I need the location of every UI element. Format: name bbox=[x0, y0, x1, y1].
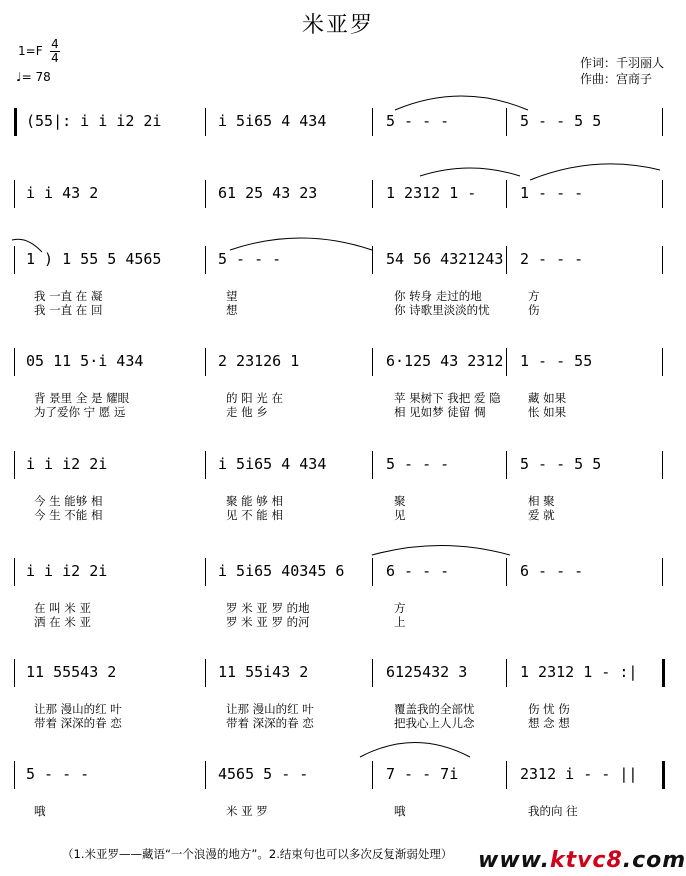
measure-notes: 6 - - - bbox=[520, 562, 584, 580]
lyric-line: 你 诗歌里淡淡的忧 bbox=[394, 303, 490, 317]
watermark-brand: ktvc8 bbox=[549, 848, 623, 873]
lyric-line: 爱 就 bbox=[528, 508, 555, 522]
lyric-line: 见 不 能 相 bbox=[226, 508, 283, 522]
lyric-line: 我的向 往 bbox=[528, 804, 578, 818]
measure-notes: i 5i65 40345 6 bbox=[218, 562, 345, 580]
lyric-line: 聚 能 够 相 bbox=[226, 494, 283, 508]
lyric-line: 带着 深深的眷 恋 bbox=[226, 716, 314, 730]
lyric-line: 让那 漫山的红 叶 bbox=[226, 702, 314, 716]
measure-notes: 6125432 3 bbox=[386, 663, 468, 681]
measure-notes: 2 - - - bbox=[520, 250, 584, 268]
lyric-line: 米 亚 罗 bbox=[226, 804, 268, 818]
lyric-line: 在 叫 米 亚 bbox=[34, 601, 91, 615]
lyric-line: 为了爱你 宁 愿 远 bbox=[34, 405, 126, 419]
measure-notes: 7 - - 7i bbox=[386, 765, 459, 783]
lyric-line: 相 见如梦 徒留 惆 bbox=[394, 405, 486, 419]
measure-notes: i i i2 2i bbox=[26, 455, 108, 473]
measure-notes: 5 - - 5 5 bbox=[520, 112, 602, 130]
lyric-line: 望 bbox=[226, 289, 238, 303]
lyric-line: 的 阳 光 在 bbox=[226, 391, 283, 405]
lyric-line: 藏 如果 bbox=[528, 391, 567, 405]
lyric-line: 哦 bbox=[34, 804, 46, 818]
lyric-line: 苹 果树下 我把 爱 隐 bbox=[394, 391, 501, 405]
measure-notes: 4565 5 - - bbox=[218, 765, 309, 783]
measure-notes: 5 - - - bbox=[386, 112, 450, 130]
lyric-line: 我 一直 在 凝 bbox=[34, 289, 103, 303]
lyric-line: 想 念 想 bbox=[528, 716, 570, 730]
lyric-line: 让那 漫山的红 叶 bbox=[34, 702, 122, 716]
lyric-line: 伤 忧 伤 bbox=[528, 702, 570, 716]
lyric-line: 把我心上人儿念 bbox=[394, 716, 475, 730]
measure-notes: 1 - - - bbox=[520, 184, 584, 202]
lyric-line: 伤 bbox=[528, 303, 540, 317]
measure-notes: 6 - - - bbox=[386, 562, 450, 580]
measure-notes: i 5i65 4 434 bbox=[218, 455, 327, 473]
measure-notes: 11 55543 2 bbox=[26, 663, 117, 681]
measure-notes: 5 - - 5 5 bbox=[520, 455, 602, 473]
measure-notes: 1 2312 1 - :| bbox=[520, 663, 638, 681]
lyric-line: 我 一直 在 回 bbox=[34, 303, 103, 317]
lyric-line: 想 bbox=[226, 303, 238, 317]
measure-notes: 05 11 5·i 434 bbox=[26, 352, 144, 370]
lyric-line: 方 bbox=[394, 601, 406, 615]
measure-notes: 11 55i43 2 bbox=[218, 663, 309, 681]
slur bbox=[395, 96, 528, 110]
lyricist: 作词：千羽丽人 bbox=[580, 56, 665, 70]
quarter-note-icon: ♩ bbox=[16, 70, 22, 84]
key-label: 1=F bbox=[18, 44, 43, 58]
measure-notes: 6·125 43 2312 bbox=[386, 352, 504, 370]
measure-notes: i i 43 2 bbox=[26, 184, 99, 202]
time-bottom: 4 bbox=[51, 51, 59, 65]
measure-notes: 2 23126 1 bbox=[218, 352, 300, 370]
measure-notes: 1 2312 1 - bbox=[386, 184, 477, 202]
lyric-line: 今 生 不能 相 bbox=[34, 508, 103, 522]
lyric-line: 罗 米 亚 罗 的地 bbox=[226, 601, 310, 615]
slur bbox=[530, 164, 660, 180]
lyric-line: 相 聚 bbox=[528, 494, 555, 508]
measure-notes: 5 - - - bbox=[26, 765, 90, 783]
measure-notes: 2312 i - - || bbox=[520, 765, 638, 783]
page-title: 米亚罗 bbox=[301, 13, 374, 38]
footer-note: （1.米亚罗——藏语“一个浪漫的地方”。2.结束句也可以多次反复渐弱处理） bbox=[62, 847, 453, 861]
measure-notes: 54 56 4321243 bbox=[386, 250, 504, 268]
measure-notes: 5 - - - bbox=[386, 455, 450, 473]
slur bbox=[230, 238, 372, 250]
lyric-line: 走 他 乡 bbox=[226, 405, 268, 419]
slur bbox=[372, 546, 510, 556]
measure-notes: 1 - - 55 bbox=[520, 352, 593, 370]
lyric-line: 怅 如果 bbox=[528, 405, 567, 419]
lyric-line: 见 bbox=[394, 508, 406, 522]
lyric-line: 覆盖我的全部忧 bbox=[394, 702, 475, 716]
time-top: 4 bbox=[51, 37, 59, 51]
measure-notes: 1 ) 1 55 5 4565 bbox=[26, 250, 162, 268]
watermark-prefix: www. bbox=[478, 848, 550, 873]
measure-notes: 5 - - - bbox=[218, 250, 282, 268]
measure-notes: (55|: i i i2 2i bbox=[26, 112, 162, 130]
slur bbox=[420, 168, 520, 176]
lyric-line: 方 bbox=[528, 289, 540, 303]
lyric-line: 背 景里 全 是 耀眼 bbox=[34, 391, 130, 405]
slur bbox=[12, 239, 42, 252]
lyric-line: 罗 米 亚 罗 的河 bbox=[226, 615, 310, 629]
lyric-line: 洒 在 米 亚 bbox=[34, 615, 91, 629]
measure-notes: 61 25 43 23 bbox=[218, 184, 318, 202]
slur bbox=[360, 743, 470, 758]
lyric-line: 带着 深深的眷 恋 bbox=[34, 716, 122, 730]
lyric-line: 上 bbox=[394, 615, 406, 629]
lyric-line: 聚 bbox=[394, 494, 406, 508]
lyric-line: 你 转身 走过的地 bbox=[394, 289, 482, 303]
composer: 作曲：宫商子 bbox=[580, 72, 653, 86]
watermark-suffix: .com bbox=[622, 848, 686, 873]
tempo-value: = 78 bbox=[21, 70, 51, 84]
measure-notes: i i i2 2i bbox=[26, 562, 108, 580]
measure-notes: i 5i65 4 434 bbox=[218, 112, 327, 130]
lyric-line: 今 生 能够 相 bbox=[34, 494, 103, 508]
lyric-line: 哦 bbox=[394, 804, 406, 818]
